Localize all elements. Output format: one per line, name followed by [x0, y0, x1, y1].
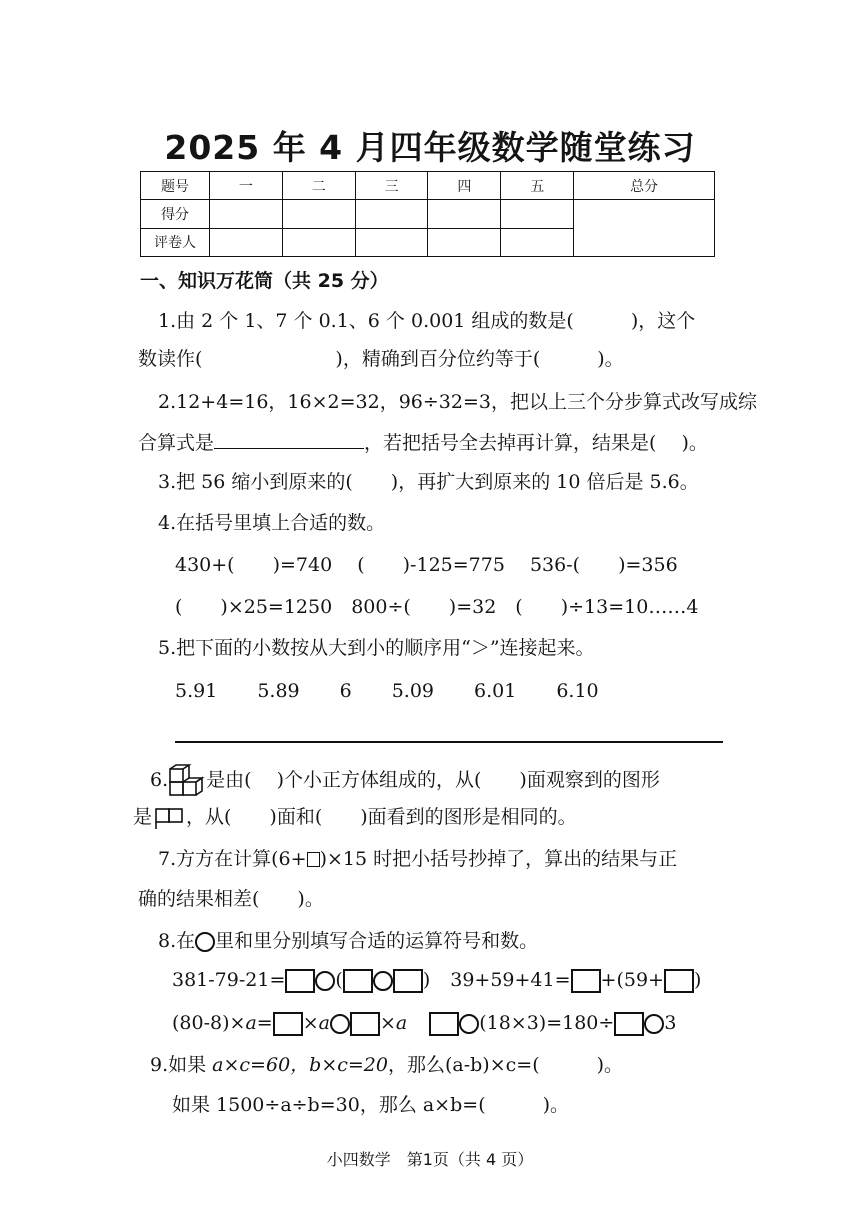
question-7-suffix: )×15 时把小括号抄掉了，算出的结果与正: [319, 848, 678, 870]
answer-box[interactable]: [429, 1012, 459, 1036]
question-9-text: 9.如果: [150, 1054, 213, 1076]
page-footer: 小四数学 第1页（共 4 页）: [326, 1150, 534, 1169]
score-header-cell: 三: [355, 172, 428, 200]
expression: ×: [379, 1012, 396, 1034]
decimal-list: [175, 679, 599, 703]
score-cell[interactable]: [501, 200, 574, 228]
expression: =: [256, 1012, 273, 1034]
score-header-cell: 二: [282, 172, 355, 200]
question-2-suffix: ，若把括号全去掉再计算，结果是( )。: [364, 432, 708, 454]
question-8-row-2: [172, 1011, 676, 1036]
decimal-number: 6.01: [474, 680, 517, 702]
expression: 381-79-21=: [172, 969, 286, 991]
blank-square[interactable]: [307, 852, 320, 867]
expression: +(59+: [600, 969, 664, 991]
answer-box[interactable]: [273, 1012, 303, 1036]
question-7-line-1: [158, 847, 677, 871]
operator-circle[interactable]: [315, 971, 335, 991]
score-cell[interactable]: [428, 228, 501, 256]
question-2-line-2: [138, 430, 708, 455]
operator-circle[interactable]: [644, 1014, 664, 1034]
question-8: [158, 929, 538, 953]
expression: (18×3)=180÷: [479, 1012, 615, 1034]
expression: (80-8)×: [172, 1012, 246, 1034]
score-cell[interactable]: [355, 228, 428, 256]
question-5: 5.把下面的小数按从大到小的顺序用“＞”连接起来。: [158, 637, 595, 659]
operator-circle[interactable]: [459, 1014, 479, 1034]
score-header-cell: 题号: [141, 172, 210, 200]
answer-box[interactable]: [571, 969, 601, 993]
score-cell[interactable]: [428, 200, 501, 228]
score-header-cell: 一: [210, 172, 283, 200]
score-cell[interactable]: [501, 228, 574, 256]
score-header-cell: 四: [428, 172, 501, 200]
answer-blank-line[interactable]: [214, 430, 364, 449]
question-8-prefix: 8.在: [158, 930, 196, 952]
answer-box[interactable]: [285, 969, 315, 993]
question-9-text: ，那么(a-b)×c=( )。: [387, 1054, 624, 1076]
answer-box[interactable]: [393, 969, 423, 993]
question-1-line-1: 1.由 2 个 1、7 个 0.1、6 个 0.001 组成的数是( )，这个: [158, 310, 696, 332]
expression: ×: [302, 1012, 319, 1034]
question-6-line-2: [133, 805, 577, 831]
question-9-line-2: 如果 1500÷a÷b=30，那么 a×b=( )。: [172, 1094, 570, 1116]
question-4: 4.在括号里填上合适的数。: [158, 512, 386, 534]
answer-box[interactable]: [343, 969, 373, 993]
operator-circle[interactable]: [373, 971, 393, 991]
question-7-line-2: 确的结果相差( )。: [138, 888, 324, 910]
score-cell[interactable]: [210, 200, 283, 228]
question-7-prefix: 7.方方在计算(6+: [158, 848, 307, 870]
cubes-icon: [168, 764, 206, 798]
question-6-text: 是由( )个小正方体组成的，从( )面观察到的图形: [206, 769, 660, 791]
circle-symbol: [195, 932, 215, 952]
score-cell[interactable]: [355, 200, 428, 228]
question-4-row-1: 430+( )=740 ( )-125=775 536-( )=356: [175, 554, 678, 576]
variable: a: [395, 1012, 408, 1034]
score-header-cell: 五: [501, 172, 574, 200]
decimal-number: 6: [339, 680, 352, 702]
score-table: [140, 171, 715, 257]
operator-circle[interactable]: [330, 1014, 350, 1034]
variable: a: [245, 1012, 257, 1034]
score-header-cell: 总分: [574, 172, 715, 200]
question-9-line-1: [150, 1053, 623, 1077]
score-table-header-row: [141, 172, 715, 200]
expression: 39+59+41=: [450, 969, 571, 991]
answer-box[interactable]: [614, 1012, 644, 1036]
score-table-row: [141, 200, 715, 228]
question-9-condition: a×c=60，b×c=20: [212, 1054, 388, 1076]
score-row-label: 评卷人: [141, 228, 210, 256]
question-6-line-1: [150, 764, 660, 798]
question-1-line-2: 数读作( )，精确到百分位约等于( )。: [138, 348, 624, 370]
section-heading: 一、知识万花筒（共 25 分）: [140, 270, 389, 292]
variable: a: [318, 1012, 330, 1034]
total-score-cell[interactable]: [574, 200, 715, 257]
score-row-label: 得分: [141, 200, 210, 228]
decimal-number: 5.89: [257, 680, 300, 702]
question-4-row-2: ( )×25=1250 800÷( )=32 ( )÷13=10……4: [175, 596, 699, 618]
question-2-prefix: 合算式是: [138, 432, 215, 454]
decimal-number: 5.09: [391, 680, 435, 702]
question-2-line-1: 2.12+4=16，16×2=32，96÷32=3，把以上三个分步算式改写成综: [158, 391, 757, 413]
question-8-suffix: 里和里分别填写合适的运算符号和数。: [215, 930, 539, 952]
question-8-row-1: 381-79-21= ( ) 39+59+41= +(59+ ): [172, 969, 702, 991]
expression: 3: [664, 1012, 677, 1034]
answer-line[interactable]: [175, 741, 723, 743]
score-cell[interactable]: [282, 200, 355, 228]
page-title: 2025 年 4 月四年级数学随堂练习: [164, 128, 696, 167]
question-6-suffix: ，从( )面和( )面看到的图形是相同的。: [186, 806, 577, 828]
score-cell[interactable]: [210, 228, 283, 256]
question-6-prefix: 是: [133, 806, 153, 828]
answer-box[interactable]: [350, 1012, 380, 1036]
score-cell[interactable]: [282, 228, 355, 256]
question-6-number: 6.: [150, 769, 169, 791]
two-squares-icon: [152, 805, 186, 831]
answer-box[interactable]: [664, 969, 694, 993]
question-3: 3.把 56 缩小到原来的( )，再扩大到原来的 10 倍后是 5.6。: [158, 471, 699, 493]
decimal-number: 6.10: [556, 680, 599, 702]
decimal-number: 5.91: [175, 680, 218, 702]
